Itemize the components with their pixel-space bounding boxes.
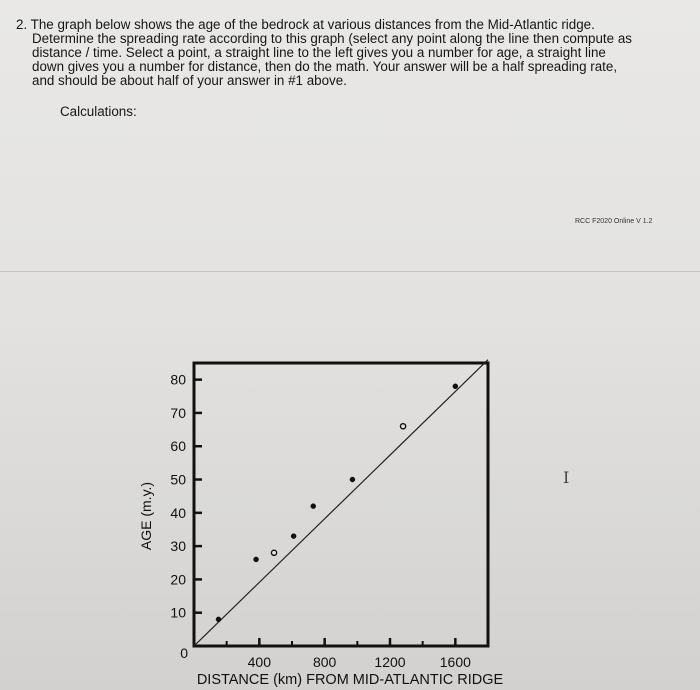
y-tick-label: 40 xyxy=(170,504,186,521)
question-line-2: Determine the spreading rate according to this graph (select any point along the line then compute as xyxy=(32,31,632,46)
data-point xyxy=(216,617,221,622)
x-axis-label: DISTANCE (km) FROM MID-ATLANTIC RIDGE xyxy=(196,672,504,688)
y-tick-label: 70 xyxy=(170,404,186,421)
question-line-5: and should be about half of your answer in #1 above. xyxy=(32,73,347,88)
y-tick-label: 60 xyxy=(170,438,186,455)
x-tick-label: 800 xyxy=(312,654,337,670)
best-fit-line xyxy=(194,360,488,646)
y-tick-label: 10 xyxy=(170,604,186,621)
question-line-3: distance / time. Select a point, a straight line to the left gives you a number for age, a straight line xyxy=(32,45,606,60)
question-line-1: 2. The graph below shows the age of the bedrock at various distances from the Mid-Atlantic ridge. xyxy=(16,17,595,32)
calculations-label: Calculations: xyxy=(60,104,137,119)
data-point xyxy=(254,557,259,562)
data-point xyxy=(311,504,316,509)
y-tick-label: 80 xyxy=(170,371,186,388)
text-cursor-icon: I xyxy=(563,468,570,487)
data-point xyxy=(453,384,458,389)
x-tick-label: 1600 xyxy=(439,654,471,670)
data-point xyxy=(400,424,405,429)
data-point xyxy=(271,550,276,555)
version-stamp: RCC F2020 Online V 1.2 xyxy=(575,218,653,225)
y-tick-label: 20 xyxy=(170,571,186,588)
y-tick-label: 0 xyxy=(180,645,188,661)
x-tick-label: 1200 xyxy=(374,654,406,670)
y-tick-label: 50 xyxy=(170,471,186,488)
data-point xyxy=(350,477,355,482)
y-axis-label: AGE (m.y.) xyxy=(138,481,154,551)
data-point xyxy=(291,534,296,539)
question-line-4: down gives you a number for distance, then do the math. Your answer will be a half spreading rate, xyxy=(32,59,618,74)
x-tick-label: 400 xyxy=(247,654,272,670)
y-tick-label: 30 xyxy=(170,538,186,555)
